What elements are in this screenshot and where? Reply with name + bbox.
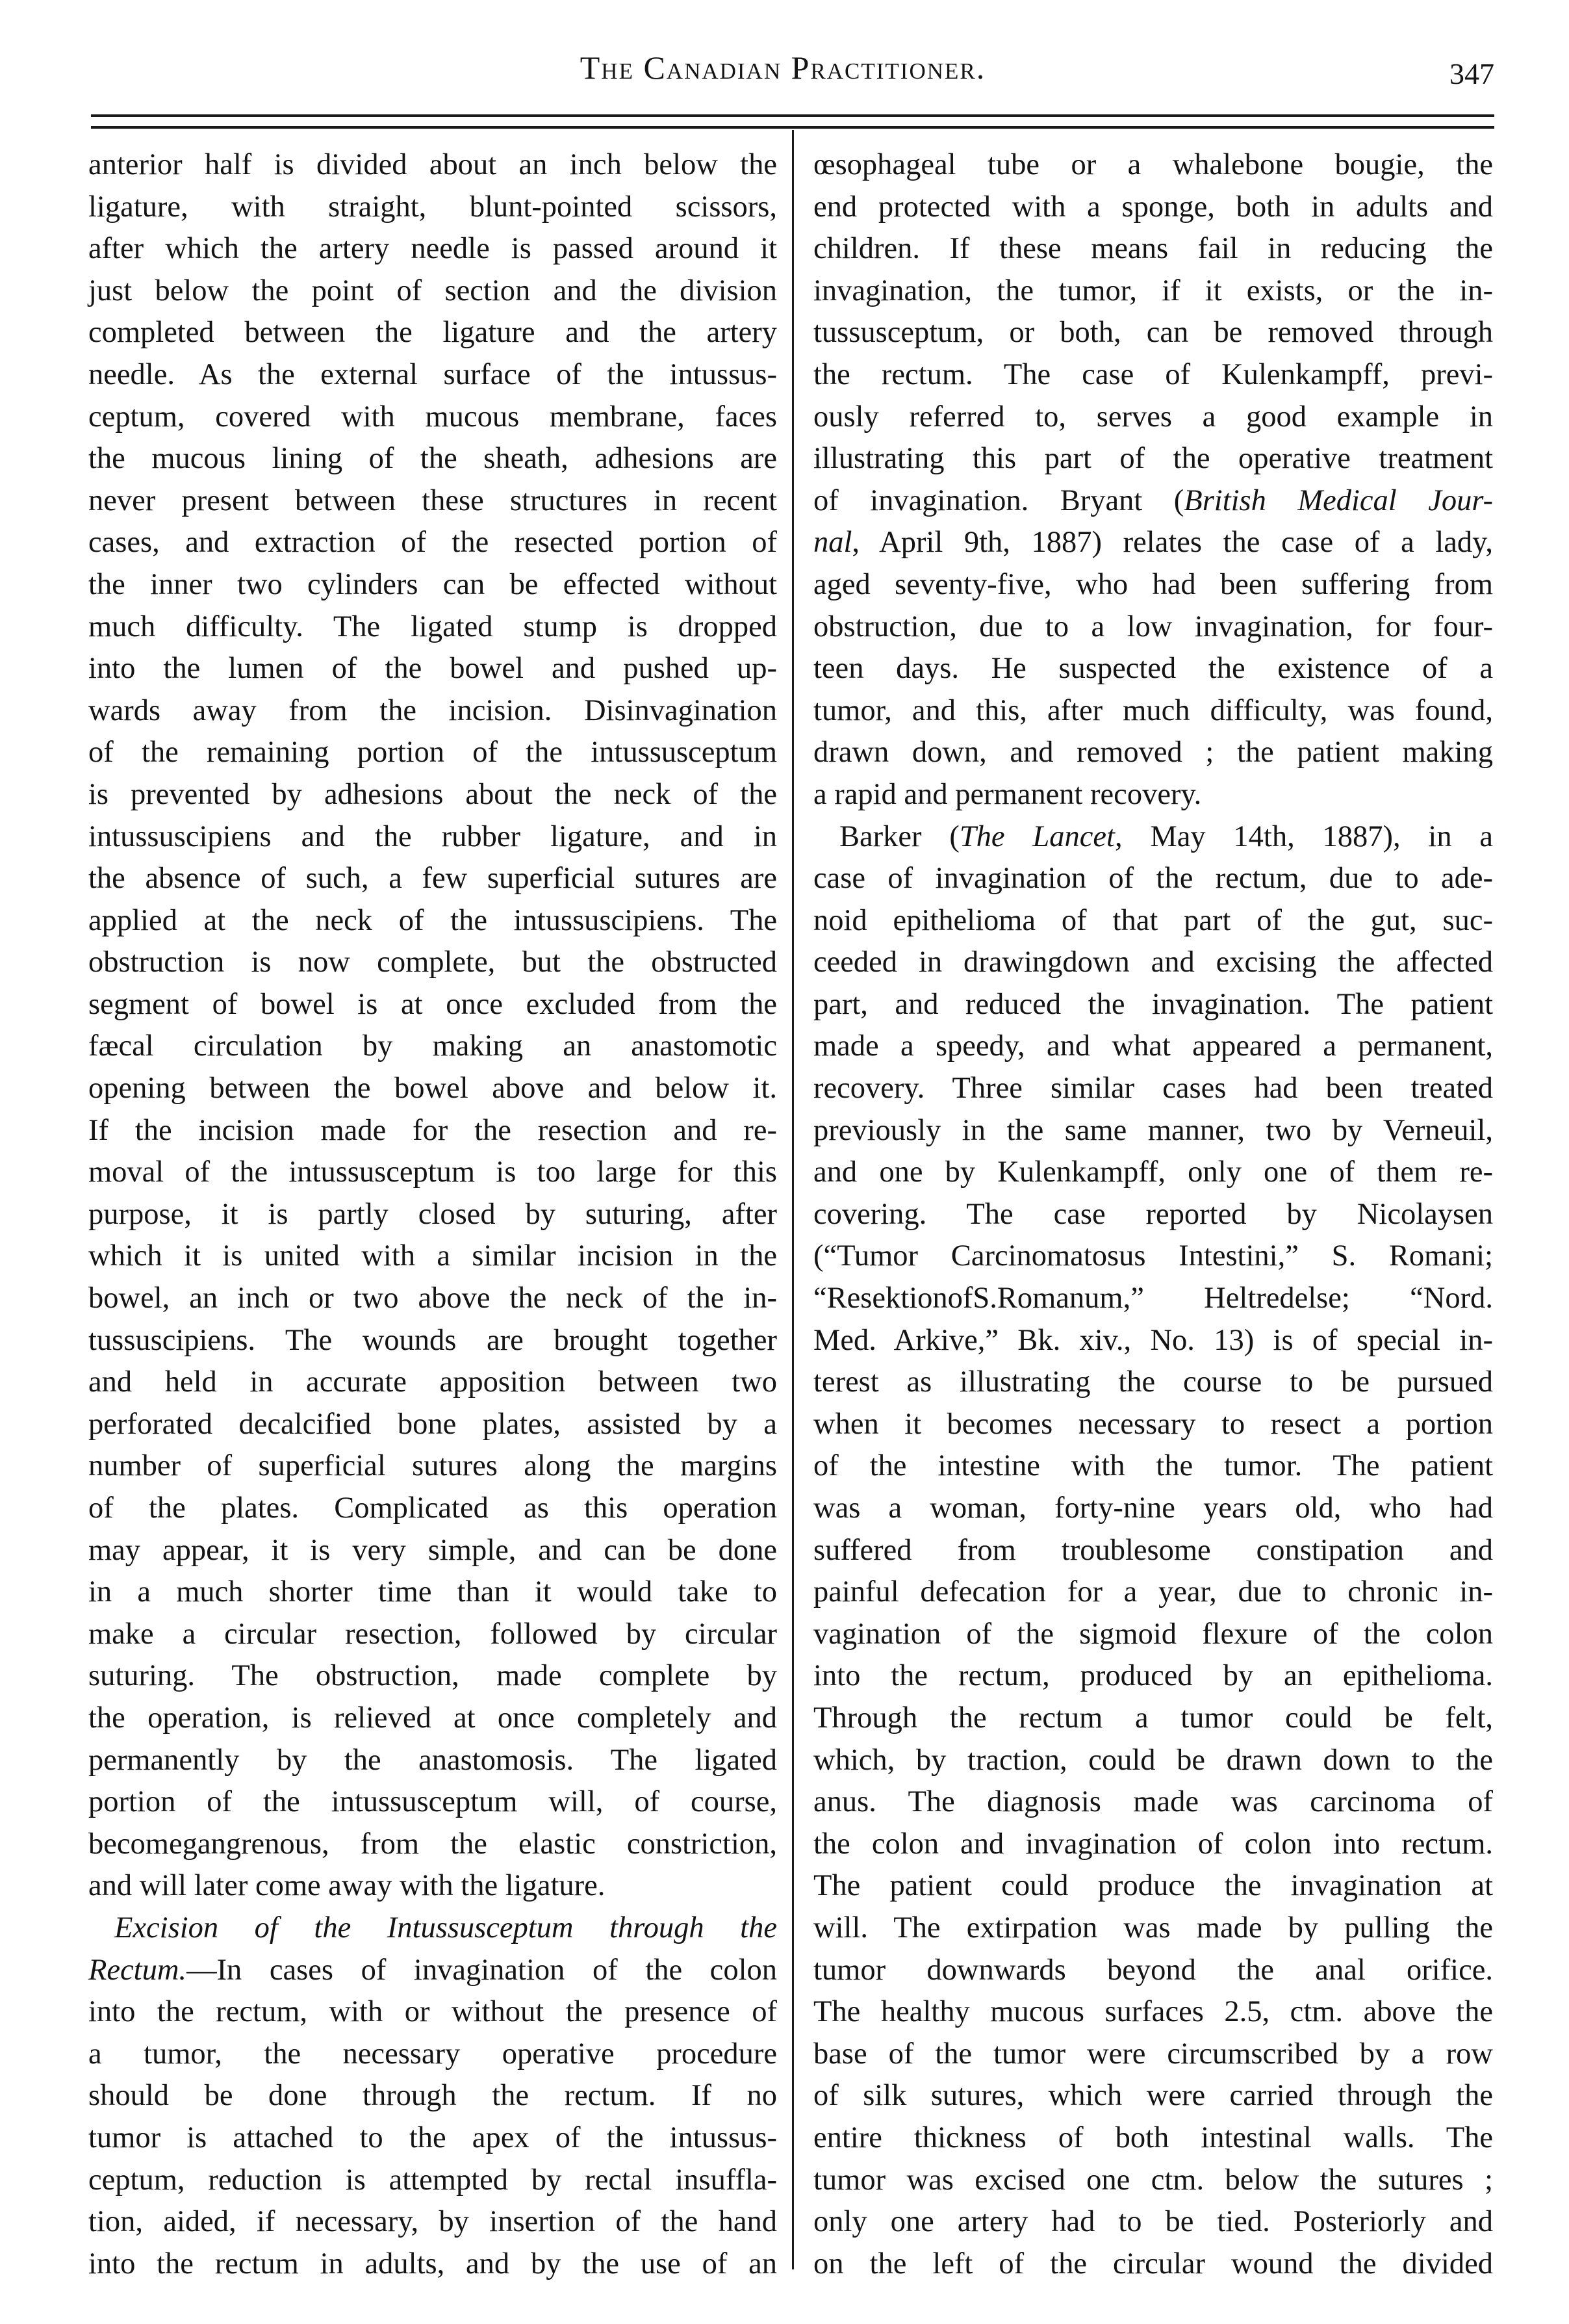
text-run: opening between the bowel above and below it. [88,1072,777,1105]
text-run: ceptum, reduction is attempted by rectal insuffla- [88,2163,777,2197]
text-run: œsophageal tube or a whalebone bougie, the [813,148,1493,181]
text-run: If the incision made for the resection and re- [88,1113,777,1147]
text-line [813,480,1493,523]
text-line [88,1152,777,1194]
text-line [813,900,1493,942]
text-line [813,648,1493,690]
text-line [813,1571,1493,1614]
text-line [813,2201,1493,2243]
text-line [88,312,777,354]
text-run: suturing. The obstruction, made complete by [88,1659,777,1693]
text-run: children. If these means fail in reducing the [813,232,1493,266]
text-line [813,1320,1493,1362]
text-line [88,1445,777,1488]
text-run: “ResektionofS.Romanum,” Heltredelse; “Nord. [813,1282,1493,1315]
text-line [88,648,777,690]
text-run: anterior half is divided about an inch below the [88,148,777,181]
text-line [88,2201,777,2243]
text-line [88,1950,777,1992]
text-line [813,816,1493,859]
text-run: when it becomes necessary to resect a portion [813,1407,1493,1441]
text-run: (“Tumor Carcinomatosus Intestini,” S. Romani; [813,1239,1493,1273]
text-run: and will later come away with the ligature. [88,1869,606,1903]
text-run: fæcal circulation by making an anastomotic [88,1029,777,1063]
text-line [88,2034,777,2076]
text-line [813,1278,1493,1320]
text-run: vagination of the sigmoid flexure of the colon [813,1617,1493,1651]
text-run: cases, and extraction of the resected portion of [88,526,777,560]
text-line [813,1445,1493,1488]
text-run: entire thickness of both intestinal walls. The [813,2121,1493,2154]
text-line [813,942,1493,984]
text-line [813,522,1493,564]
text-line [813,858,1493,900]
text-line [88,187,777,229]
text-run: the operation, is relieved at once completely and [88,1701,777,1735]
text-run: , May 14th, 1887), in a [1114,820,1494,853]
text-line [88,354,777,396]
text-run: the mucous lining of the sheath, adhesions are [88,442,777,476]
text-run: aged seventy-five, who had been suffering from [813,567,1493,601]
text-line [813,1950,1493,1992]
text-line [88,606,777,649]
text-run: into the lumen of the bowel and pushed up- [88,652,777,686]
text-run: on the left of the circular wound the divided [813,2247,1493,2280]
text-line [813,1655,1493,1698]
text-run: the inner two cylinders can be effected without [88,567,777,601]
text-line [813,690,1493,732]
text-run: The patient could produce the invagination at [813,1869,1493,1903]
text-line [813,606,1493,649]
text-run: just below the point of section and the division [88,274,777,307]
text-run: may appear, it is very simple, and can be done [88,1533,777,1567]
text-run: segment of bowel is at once excluded from the [88,987,777,1021]
text-line [813,396,1493,439]
text-line [813,2075,1493,2117]
text-line [88,2075,777,2117]
text-line [813,1530,1493,1572]
text-run: anus. The diagnosis made was carcinoma of [813,1785,1493,1819]
text-run: —In cases of invagination of the colon [186,1953,777,1987]
text-run: case of invagination of the rectum, due to ade- [813,862,1493,896]
text-run: of the plates. Complicated as this operation [88,1491,777,1525]
text-line [813,774,1493,816]
text-line [813,564,1493,606]
text-run: needle. As the external surface of the intussus- [88,357,777,391]
text-run: ceeded in drawingdown and excising the affected [813,946,1493,979]
text-run: end protected with a sponge, both in adults and [813,190,1493,224]
text-line [88,690,777,732]
text-line [813,1824,1493,1866]
text-line [813,1194,1493,1236]
text-run: Through the rectum a tumor could be felt, [813,1701,1493,1735]
text-line [813,1362,1493,1404]
text-run: in a much shorter time than it would take to [88,1575,777,1609]
text-run: covering. The case reported by Nicolaysen [813,1197,1493,1231]
text-line [88,1235,777,1278]
text-run: wards away from the incision. Disinvagination [88,693,777,727]
text-run: suffered from troublesome constipation and [813,1533,1493,1567]
text-run: terest as illustrating the course to be pursued [813,1365,1493,1399]
text-run: should be done through the rectum. If no [88,2079,777,2113]
text-run: noid epithelioma of that part of the gut, suc- [813,903,1493,937]
text-line [813,1614,1493,1656]
text-run: applied at the neck of the intussuscipiens. The [88,903,777,937]
text-line [813,312,1493,354]
text-line [813,187,1493,229]
text-line [88,984,777,1026]
text-line [813,1865,1493,1907]
text-line [88,396,777,439]
text-run: tion, aided, if necessary, by insertion of the hand [88,2205,777,2239]
text-run: perforated decalcified bone plates, assisted by a [88,1407,777,1441]
text-line [88,1488,777,1530]
italic-run: Excision of the Intussusceptum through the [114,1911,777,1944]
text-run: ligature, with straight, blunt-pointed scissors, [88,190,777,224]
text-line [88,1026,777,1068]
text-run: into the rectum in adults, and by the use of an [88,2247,777,2280]
text-run: much difficulty. The ligated stump is dropped [88,610,777,643]
text-line [813,2034,1493,2076]
text-line [88,1698,777,1740]
text-run: painful defecation for a year, due to chronic in- [813,1575,1493,1609]
text-line [88,1865,777,1907]
text-run: tussuscipiens. The wounds are brought together [88,1323,777,1357]
text-line [88,1740,777,1782]
text-line [813,1698,1493,1740]
text-line [813,732,1493,774]
text-line [88,858,777,900]
text-run: which, by traction, could be drawn down to the [813,1743,1493,1777]
text-run: tumor downwards beyond the anal orifice. [813,1953,1493,1987]
text-run: which it is united with a similar incision in the [88,1239,777,1273]
text-line [88,2243,777,2286]
text-line [813,1907,1493,1950]
text-line [88,1404,777,1446]
text-run: tussusceptum, or both, can be removed through [813,316,1493,350]
text-run: a tumor, the necessary operative procedure [88,2037,777,2071]
text-line [813,438,1493,480]
text-line [813,1110,1493,1152]
text-run: Med. Arkive,” Bk. xiv., No. 13) is of special in- [813,1323,1493,1357]
text-run: never present between these structures in recent [88,484,777,517]
text-line [88,1614,777,1656]
text-line [88,942,777,984]
text-run: the colon and invagination of colon into rectum. [813,1827,1493,1861]
header-rule-top [91,114,1494,117]
text-line [813,1026,1493,1068]
text-line [88,774,777,816]
text-line [813,228,1493,270]
running-title: The Canadian Practitioner. [580,49,986,86]
text-line [88,522,777,564]
text-run: the absence of such, a few superficial sutures are [88,862,777,896]
text-line [88,438,777,480]
page-number: 347 [1449,57,1494,90]
text-run: and held in accurate apposition between two [88,1365,777,1399]
text-run: tumor was excised one ctm. below the sutures ; [813,2163,1493,2197]
text-run: into the rectum, produced by an epithelioma. [813,1659,1493,1693]
text-run: of silk sutures, which were carried through the [813,2079,1493,2113]
text-run: illustrating this part of the operative treatment [813,442,1493,476]
text-run: moval of the intussusceptum is too large for this [88,1156,777,1189]
text-line [88,228,777,270]
text-line [813,1488,1493,1530]
text-run: obstruction is now complete, but the obstructed [88,946,777,979]
header-rule-bottom [91,126,1494,129]
text-line [88,1278,777,1320]
text-line [88,1907,777,1950]
text-line [88,1320,777,1362]
text-run: The healthy mucous surfaces 2.5, ctm. above the [813,1995,1493,2029]
text-line [88,1194,777,1236]
text-line [88,900,777,942]
italic-run: Rectum. [88,1953,187,1987]
text-line [88,1362,777,1404]
text-run: tumor is attached to the apex of the intussus- [88,2121,777,2154]
text-run: and one by Kulenkampff, only one of them re- [813,1156,1493,1189]
text-line [88,732,777,774]
text-line [813,1404,1493,1446]
text-run: intussuscipiens and the rubber ligature, and in [88,820,777,853]
text-run: obstruction, due to a low invagination, for four- [813,610,1493,643]
text-line [813,1068,1493,1110]
right-column [813,144,1493,2285]
text-run: into the rectum, with or without the presence of [88,1995,777,2029]
text-line [88,480,777,523]
text-line [88,1530,777,1572]
text-line [88,1068,777,1110]
text-line [88,816,777,859]
text-run: is prevented by adhesions about the neck of the [88,777,777,811]
text-run: only one artery had to be tied. Posteriorly and [813,2205,1493,2239]
text-run: becomegangrenous, from the elastic constriction, [88,1827,777,1861]
text-line [813,144,1493,187]
text-line [813,2117,1493,2160]
text-line [88,1571,777,1614]
text-run: bowel, an inch or two above the neck of the in- [88,1282,777,1315]
text-line [88,2160,777,2202]
text-run: part, and reduced the invagination. The patient [813,987,1493,1021]
text-line [813,2160,1493,2202]
text-run: of the remaining portion of the intussusceptum [88,736,777,769]
text-run: permanently by the anastomosis. The ligated [88,1743,777,1777]
text-run: previously in the same manner, two by Verneuil, [813,1113,1493,1147]
text-run: ously referred to, serves a good example in [813,400,1493,433]
text-line [813,1781,1493,1824]
text-line [88,270,777,313]
text-line [88,2117,777,2160]
text-line [813,354,1493,396]
text-run: of invagination. Bryant ( [813,484,1184,517]
text-run: , April 9th, 1887) relates the case of a lady, [852,526,1493,560]
left-column [88,144,777,2285]
italic-run: British Medical Jour- [1184,484,1493,517]
text-run: base of the tumor were circumscribed by a row [813,2037,1493,2071]
text-line [88,1991,777,2034]
text-run: teen days. He suspected the existence of a [813,652,1493,686]
page-header [0,0,1569,130]
italic-run: nal [813,526,852,560]
text-run: after which the artery needle is passed around it [88,232,777,266]
text-line [813,984,1493,1026]
text-run: the rectum. The case of Kulenkampff, previ- [813,357,1493,391]
text-run: recovery. Three similar cases had been treated [813,1072,1493,1105]
text-run: ceptum, covered with mucous membrane, faces [88,400,777,433]
text-line [813,2243,1493,2286]
text-line [88,1110,777,1152]
text-line [813,270,1493,313]
text-line [88,1781,777,1824]
text-line [88,1824,777,1866]
text-run: will. The extirpation was made by pulling the [813,1911,1493,1944]
italic-run: The Lancet [959,820,1115,853]
text-line [88,564,777,606]
text-run: tumor, and this, after much difficulty, was found, [813,693,1493,727]
text-run: purpose, it is partly closed by suturing, after [88,1197,777,1231]
text-run: portion of the intussusceptum will, of course, [88,1785,777,1819]
text-run: made a speedy, and what appeared a permanent, [813,1029,1493,1063]
text-run: make a circular resection, followed by circular [88,1617,777,1651]
text-run: drawn down, and removed ; the patient making [813,736,1493,769]
text-run: of the intestine with the tumor. The patient [813,1449,1493,1483]
text-line [813,1991,1493,2034]
text-line [813,1152,1493,1194]
text-line [813,1235,1493,1278]
text-run: number of superficial sutures along the margins [88,1449,777,1483]
text-line [88,1655,777,1698]
text-run: was a woman, forty-nine years old, who had [813,1491,1493,1525]
text-run: invagination, the tumor, if it exists, or the in- [813,274,1493,307]
text-run: completed between the ligature and the artery [88,316,777,350]
text-run: a rapid and permanent recovery. [813,777,1202,811]
text-line [88,144,777,187]
column-divider [792,130,794,2269]
text-line [813,1740,1493,1782]
text-run: Barker ( [839,820,960,853]
